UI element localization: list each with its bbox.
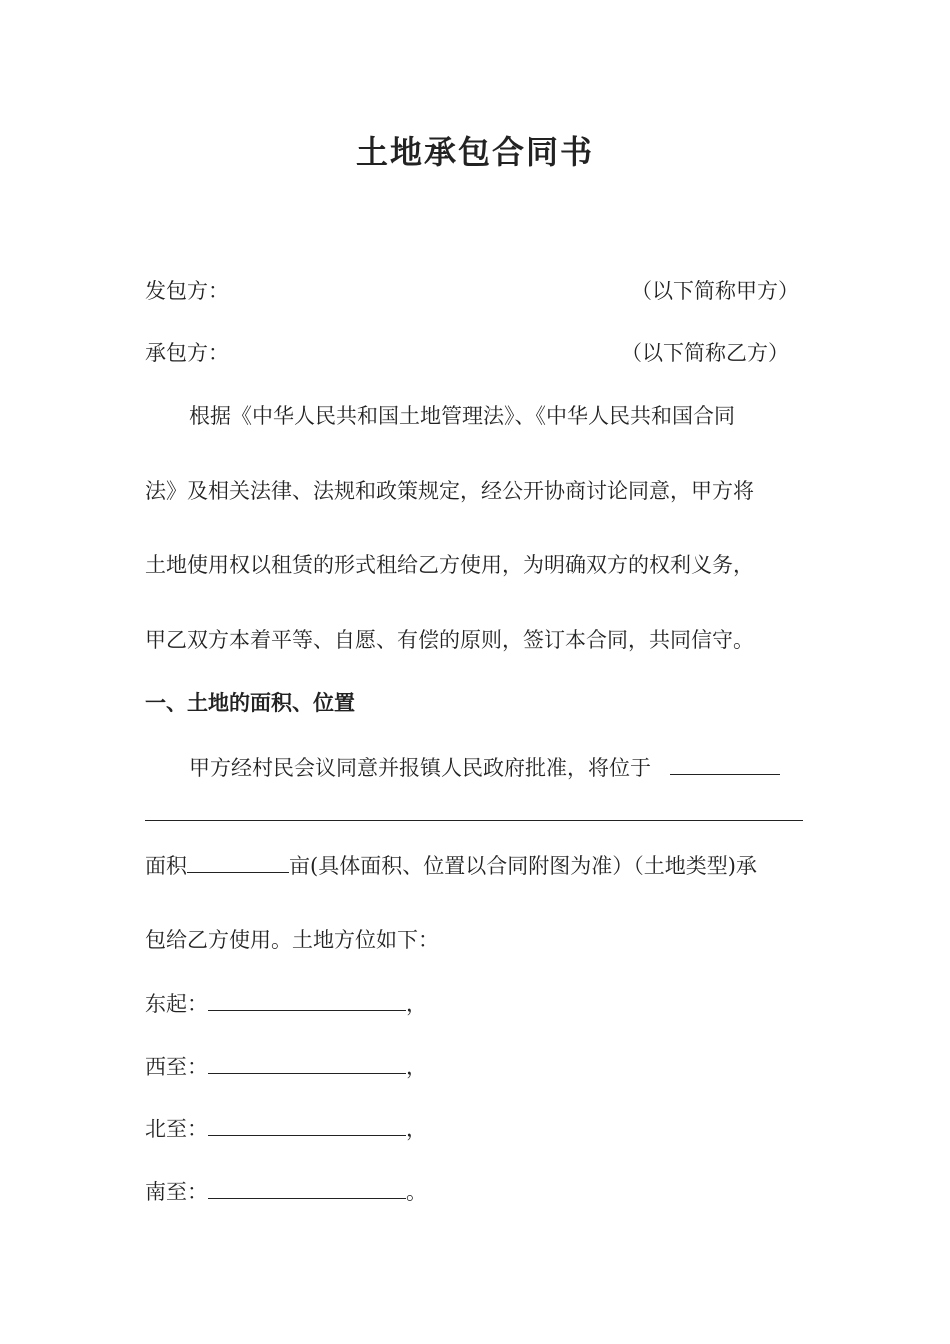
boundary-end: 。: [406, 1180, 427, 1204]
contractor-note: （以下简称乙方）: [621, 341, 789, 365]
boundary-label: 西至：: [145, 1055, 208, 1079]
issuer-label: 发包方：: [145, 279, 229, 303]
location-blank-continued[interactable]: [145, 820, 803, 821]
boundary-west: [145, 1051, 427, 1081]
preamble-line: 甲乙双方本着平等、自愿、有偿的原则，签订本合同，共同信守。: [145, 628, 754, 652]
location-blank[interactable]: [670, 752, 780, 775]
boundary-label: 北至：: [145, 1117, 208, 1141]
boundary-east: [145, 988, 427, 1018]
contractor-label: 承包方：: [145, 341, 229, 365]
area-line: [145, 850, 757, 880]
location-line: [189, 752, 780, 782]
issuer-note: （以下简称甲方）: [631, 279, 799, 303]
section-heading: 一、土地的面积、位置: [145, 691, 355, 715]
boundary-blank[interactable]: [208, 1051, 406, 1074]
boundary-blank[interactable]: [208, 1113, 406, 1136]
boundary-end: ，: [406, 992, 427, 1016]
area-blank[interactable]: [187, 850, 289, 873]
area-suffix: 亩(具体面积、位置以合同附图为准）（土地类型)承: [289, 854, 757, 878]
location-text: 甲方经村民会议同意并报镇人民政府批准，将位于: [189, 756, 651, 780]
preamble-line: 根据《中华人民共和国土地管理法》、《中华人民共和国合同: [189, 404, 735, 428]
boundary-north: [145, 1113, 427, 1143]
boundary-blank[interactable]: [208, 1176, 406, 1199]
boundary-intro: 包给乙方使用。土地方位如下：: [145, 928, 439, 952]
boundary-blank[interactable]: [208, 988, 406, 1011]
preamble-line: 法》及相关法律、法规和政策规定，经公开协商讨论同意，甲方将: [145, 479, 754, 503]
boundary-label: 南至：: [145, 1180, 208, 1204]
area-prefix: 面积: [145, 854, 187, 878]
boundary-south: [145, 1176, 427, 1206]
document-title: 土地承包合同书: [355, 133, 594, 171]
boundary-label: 东起：: [145, 992, 208, 1016]
boundary-end: ，: [406, 1117, 427, 1141]
boundary-end: ，: [406, 1055, 427, 1079]
preamble-line: 土地使用权以租赁的形式租给乙方使用，为明确双方的权利义务，: [145, 553, 754, 577]
